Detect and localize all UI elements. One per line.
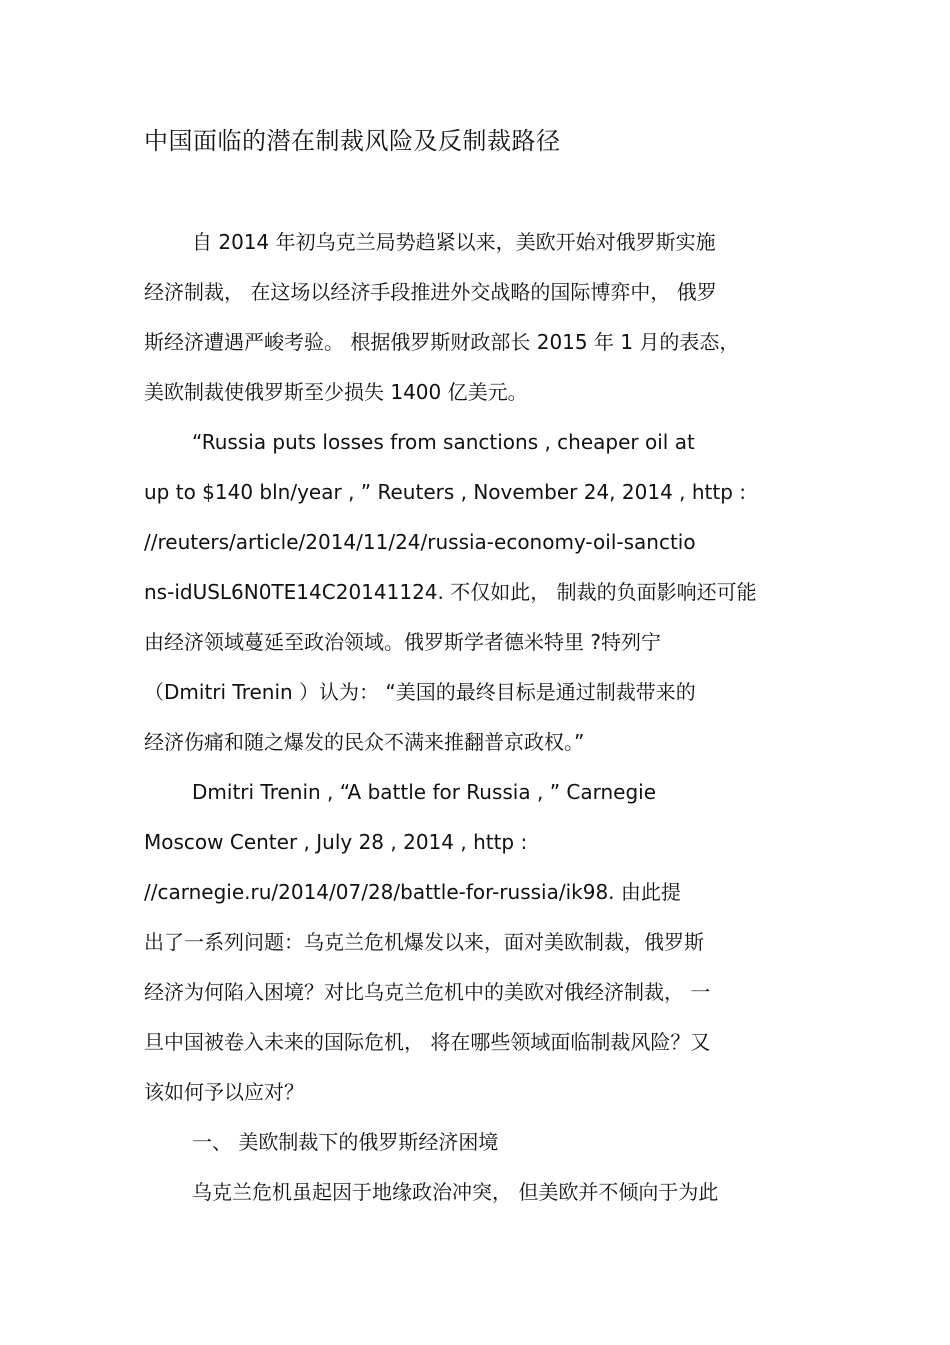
paragraph-line: 美欧制裁使俄罗斯至少损失 1400 亿美元。 bbox=[144, 380, 528, 404]
footnote-line: up to $140 bln/year , ” Reuters , November 24, 2014 , http : bbox=[144, 480, 747, 504]
footnote-line: Dmitri Trenin , “A battle for Russia , ” Carnegie bbox=[192, 780, 657, 804]
paragraph-line: 出了一系列问题：乌克兰危机爆发以来，面对美欧制裁，俄罗斯 bbox=[144, 930, 704, 954]
paragraph-line: 该如何予以应对？ bbox=[144, 1080, 304, 1104]
paragraph-line: 由经济领域蔓延至政治领域。俄罗斯学者德米特里 ?特列宁 bbox=[144, 630, 661, 654]
paragraph-line: 自 2014 年初乌克兰局势趋紧以来，美欧开始对俄罗斯实施 bbox=[192, 230, 716, 254]
section-heading: 一、 美欧制裁下的俄罗斯经济困境 bbox=[192, 1130, 499, 1154]
paragraph-line: 旦中国被卷入未来的国际危机， 将在哪些领域面临制裁风险？又 bbox=[144, 1030, 711, 1054]
footnote-line: “Russia puts losses from sanctions , cheaper oil at bbox=[192, 430, 695, 454]
paragraph-line: 经济伤痛和随之爆发的民众不满来推翻普京政权。” bbox=[144, 730, 585, 754]
paragraph-line: 乌克兰危机虽起因于地缘政治冲突， 但美欧并不倾向于为此 bbox=[192, 1180, 719, 1204]
paragraph-line: （Dmitri Trenin ）认为： “美国的最终目标是通过制裁带来的 bbox=[144, 680, 696, 704]
footnote-url-line: //carnegie.ru/2014/07/28/battle-for-russia/ik98. 由此提 bbox=[144, 880, 681, 904]
paragraph-line: 经济制裁， 在这场以经济手段推进外交战略的国际博弈中， 俄罗 bbox=[144, 280, 717, 304]
footnote-url-line: //reuters/article/2014/11/24/russia-economy-oil-sanctio bbox=[144, 530, 696, 554]
footnote-line: Moscow Center , July 28 , 2014 , http : bbox=[144, 830, 528, 854]
document-title: 中国面临的潜在制裁风险及反制裁路径 bbox=[144, 127, 561, 155]
paragraph-line: 斯经济遭遇严峻考验。 根据俄罗斯财政部长 2015 年 1 月的表态， bbox=[144, 330, 740, 354]
paragraph-line: ns-idUSL6N0TE14C20141124. 不仅如此， 制裁的负面影响还可能 bbox=[144, 580, 757, 604]
paragraph-line: 经济为何陷入困境？对比乌克兰危机中的美欧对俄经济制裁， 一 bbox=[144, 980, 711, 1004]
